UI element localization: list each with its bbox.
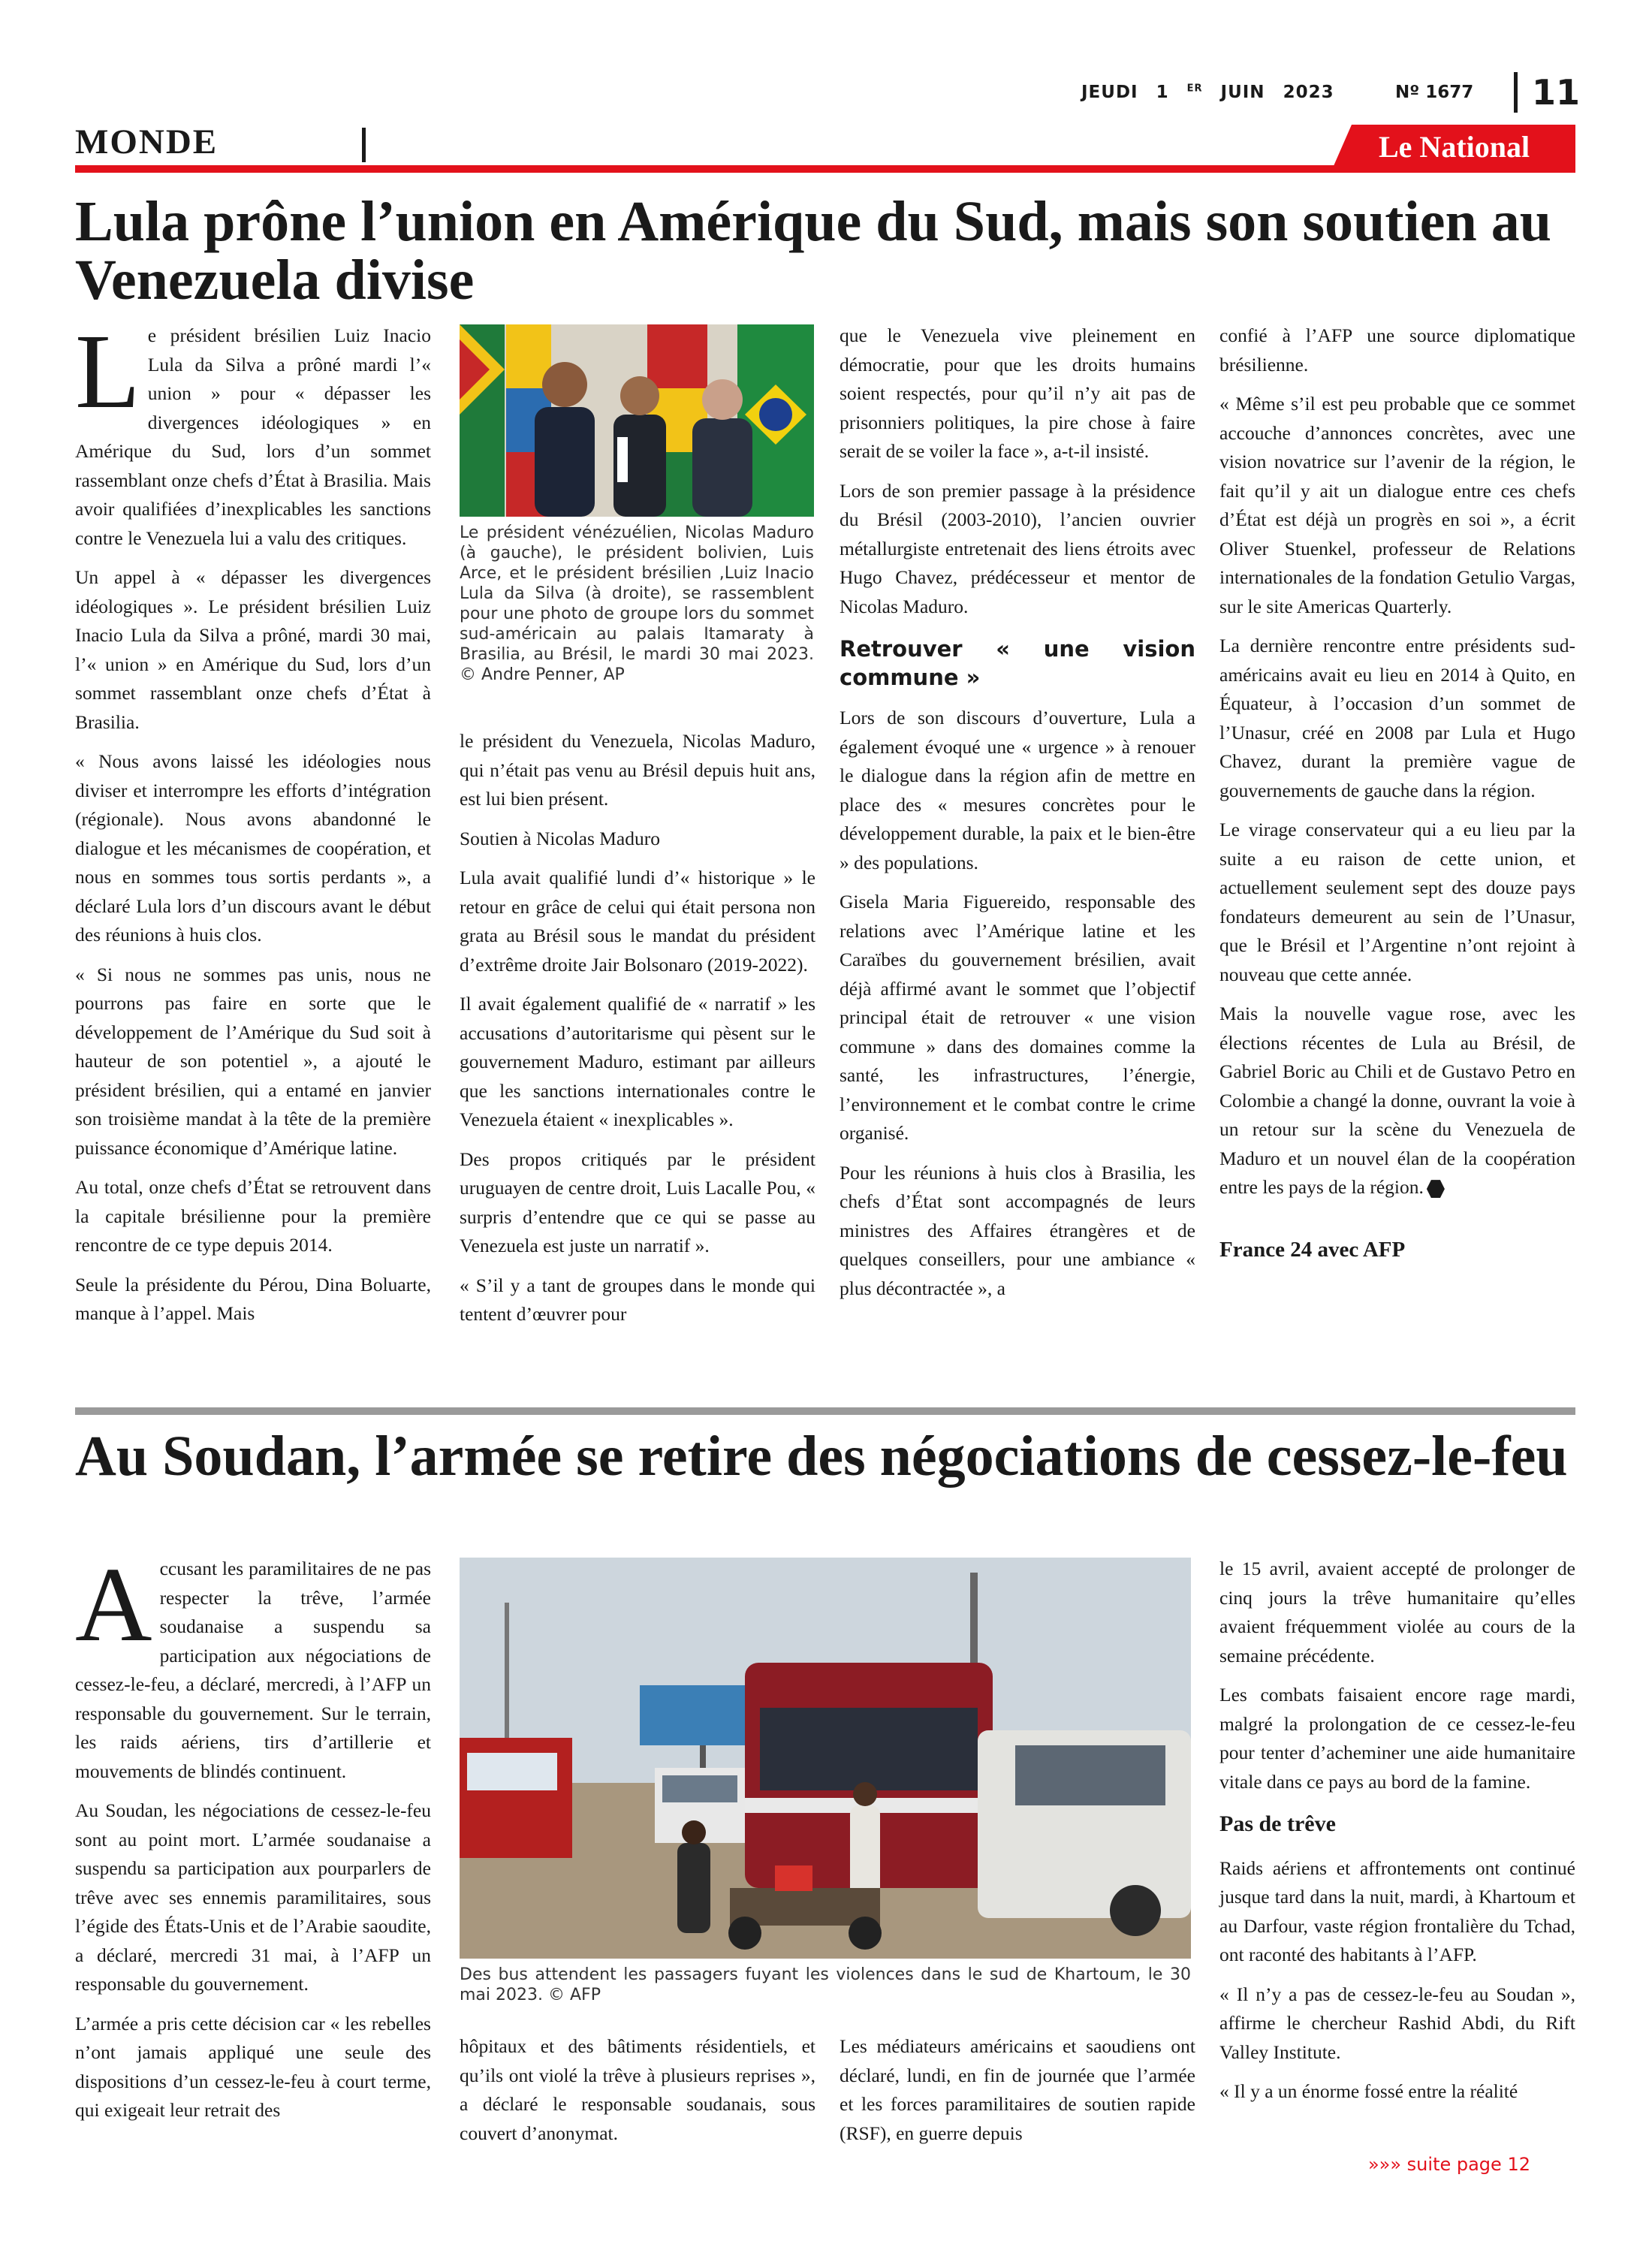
end-of-article-icon [1427,1180,1445,1198]
paragraph: Soutien à Nicolas Maduro [460,827,660,849]
paragraph: Lors de son discours d’ouverture, Lula a également évoqué une « urgence » à renouer le dialogue dans la région afin de mettre en place des « mesures concrètes pour le développement durable, la paix et le bien-être » des populations. [840,707,1195,873]
paragraph: Il avait également qualifié de « narratif » les accusations d’autoritarisme qui pèsent sur le gouvernement Maduro, estimant par ailleurs que les sanctions internationales contre le Venezuela étaient « inexplicables ». [460,993,815,1130]
paragraph: le président du Venezuela, Nicolas Maduro, qui n’était pas venu au Brésil depuis huit ans, est lui bien présent. [460,730,815,810]
article2-column-1 [75,1545,431,2136]
khartoum-photo-caption: Des bus attendent les passagers fuyant les violences dans le sud de Khartoum, le 30 mai 2023. © AFP [460,1965,1191,2004]
summit-photo-illustration [460,324,814,517]
article2-column-2 [460,2032,815,2158]
article2-subheading: Pas de trêve [1219,1811,1336,1836]
khartoum-bus-illustration [460,1558,1191,1959]
article2-column-3 [840,2032,1195,2158]
article1-column-1 [75,312,431,1339]
paragraph: « Il y a un énorme fossé entre la réalité [1219,2080,1518,2102]
paragraph: que le Venezuela vive pleinement en démocratie, pour que les droits humains soient respectés, pour qu’il n’y ait pas de prisonniers politiques, la pire chose à faire serait de se voiler la face », a-t-il insisté. [840,324,1195,462]
article1-headline: Lula prône l’union en Amérique du Sud, mais son soutien au Venezuela divise [75,190,1551,312]
paragraph: L’armée a pris cette décision car « les rebelles n’ont jamais appliqué une seule des dispositions d’un cessez-le-feu à court terme, qui exigeait leur retrait des [75,2012,431,2121]
article1-column-3 [840,321,1195,1313]
article2-drop-cap: A [75,1545,152,1663]
paragraph: Au total, onze chefs d’État se retrouvent dans la capitale brésilienne pour la première rencontre de ce type depuis 2014. [75,1176,431,1256]
section-divider [362,128,366,162]
continued-on-page-link[interactable]: »»» suite page 12 [1368,2154,1530,2175]
paragraph: « Il n’y a pas de cessez-le-feu au Soudan », affirme le chercheur Rashid Abdi, du Rift Valley Institute. [1219,1983,1575,2063]
paragraph: « Nous avons laissé les idéologies nous diviser et interrompre les efforts d’intégration (régionale). Nous avons abandonné le dialogue et les mécanismes de coopération, et nous en sommes tous sortis perdants », a déclaré Lula lors d’un discours avant le début des réunions à huis clos. [75,750,431,946]
article-divider [75,1407,1575,1415]
article2-headline: Au Soudan, l’armée se retire des négociations de cessez-le-feu [75,1425,1568,1488]
paragraph: Les médiateurs américains et saoudiens ont déclaré, lundi, en fin de journée que l’armée et les forces paramilitaires de soutien rapide (RSF), en guerre depuis [840,2035,1195,2144]
article2-column-4 [1219,1555,1575,2117]
article1-column-4 [1219,321,1575,1264]
paragraph-text: Mais la nouvelle vague rose, avec les élections récentes de Lula au Brésil, de Gabriel Boric au Chili et de Gustavo Petro en Colombie a changé la donne, ouvrant la voie à un retour sur la scène du Venezuela de Maduro et un nouvel élan de la coopération entre les pays de la région. [1219,1003,1575,1198]
paragraph: Raids aériens et affrontements ont continué jusque tard dans la nuit, mardi, à Khartoum et au Darfour, vaste région frontalière du Tchad, ont raconté des habitants à l’AFP. [1219,1856,1575,1965]
paragraph: Lors de son premier passage à la présidence du Brésil (2003-2010), l’ancien ouvrier métallurgiste entretenait des liens étroits avec Hugo Chavez, prédécesseur et mentor de Nicolas Maduro. [840,479,1195,617]
paragraph: Des propos critiqués par le président uruguayen de centre droit, Luis Lacalle Pou, « surpris d’entendre que ce qui se passe au Venezuela est juste un narratif ». [460,1148,815,1256]
paragraph: Lula avait qualifié lundi d’« historique » le retour en grâce de celui qui était persona non grata au Brésil sous le mandat du président d’extrême droite Jair Bolsonaro (2019-2022). [460,867,815,976]
article1-drop-cap: L [75,312,140,430]
paragraph: « Si nous ne sommes pas unis, nous ne pourrons pas faire en sorte que le développement de l’Amérique du Sud soit à hauteur de son potentiel », a ajouté le président brésilien, qui a entamé en janvier son troisième mandat à la tête de la première puissance économique d’Amérique latine. [75,963,431,1159]
khartoum-bus-photo [460,1558,1191,1959]
article1-subheading: Retrouver « une vision commune » [840,636,1195,690]
page-number: 11 [1532,72,1581,113]
paragraph: « S’il y a tant de groupes dans le monde qui tentent d’œuvrer pour [460,1274,815,1325]
paragraph: « Même s’il est peu probable que ce sommet accouche d’annonces concrètes, avec une vision novatrice sur l’avenir de la région, le fait qu’il y ait un dialogue entre ces chefs d’État est déjà un progrès en soi », a écrit Oliver Stuenkel, professeur de Relations internationales de la fondation Getulio Vargas, sur le site Americas Quarterly. [1219,393,1575,617]
issue-date: JEUDI 1 $^{ER}$ JUIN 2023 [1081,83,1334,102]
brand-name: Le National [1379,130,1530,164]
summit-photo-caption: Le président vénézuélien, Nicolas Maduro (à gauche), le président bolivien, Luis Arce, et le président brésilien ,Luiz Inacio Lula da Silva (à droite), se rassemblent pour une photo de groupe lors du sommet sud-américain au palais Itamaraty à Brasilia, au Brésil, le mardi 30 mai 2023. © Andre Penner, AP [460,523,814,684]
paragraph: Le virage conservateur qui a eu lieu par la suite a eu raison de cette union, et actuellement seulement sept des douze pays fondateurs demeurent au sein de l’Unasur, que le Brésil et l’Argentine n’ont rejoint à nouveau que cette année. [1219,819,1575,985]
issue-number: Nº 1677 [1395,83,1474,102]
paragraph: Un appel à « dépasser les divergences idéologiques ». Le président brésilien Luiz Inacio Lula da Silva a prôné, mardi 30 mai, l’« union » en Amérique du Sud, lors d’un sommet rassemblant onze chefs d’État à Brasilia. [75,566,431,733]
paragraph: Gisela Maria Figuereido, responsable des relations avec l’Amérique latine et les Caraïbes du gouvernement brésilien, avait déjà affirmé avant le sommet que l’objectif principal était de retrouver « une vision commune » dans des domaines comme la santé, les infrastructures, l’énergie, l’environnement et le combat contre le crime organisé. [840,891,1195,1144]
paragraph: confié à l’AFP une source diplomatique brésilienne. [1219,324,1575,376]
page-number-divider [1514,72,1518,113]
paragraph: La dernière rencontre entre présidents sud-américains avait eu lieu en 2014 à Quito, en Équateur, à l’occasion d’un sommet de l’Unasur, créé en 2008 par Lula et Hugo Chavez, durant la première vague de gouvernements de gauche dans la région. [1219,635,1575,801]
paragraph [1219,1000,1575,1202]
paragraph: Pour les réunions à huis clos à Brasilia, les chefs d’État sont accompagnés de leurs ministres des Affaires étrangères et de quelques conseillers, pour une ambiance « plus décontractée », a [840,1161,1195,1299]
paragraph: ccusant les paramilitaires de ne pas respecter la trêve, l’armée soudanaise a suspendu sa participation aux négociations de cessez-le-feu, a déclaré, mercredi, à l’AFP un responsable du gouvernement. Sur le terrain, les raids aériens, tirs d’artillerie et mouvements de blindés continuent. [75,1558,431,1782]
paragraph: Seule la présidente du Pérou, Dina Boluarte, manque à l’appel. Mais [75,1273,431,1324]
paragraph: Les combats faisaient encore rage mardi, malgré la prolongation de ce cessez-le-feu pour tenter d’acheminer une aide humanitaire vitale dans ce pays au bord de la famine. [1219,1684,1575,1793]
article1-credit: France 24 avec AFP [1219,1237,1406,1262]
paragraph: e président brésilien Luiz Inacio Lula da Silva a prôné mardi l’« union » pour « dépasser les divergences idéologiques » en Amérique du Sud, lors d’un sommet rassemblant onze chefs d’État à Brasilia. Mais avoir qualifiées d’inexplicables les sanctions contre le Venezuela lui a valu des critiques. [75,324,431,549]
paragraph: hôpitaux et des bâtiments résidentiels, et qu’ils ont violé la trêve à plusieurs reprises », a déclaré le responsable soudanais, sous couvert d’anonymat. [460,2035,815,2144]
article1-column-2 [460,727,815,1340]
paragraph: le 15 avril, avaient accepté de prolonger de cinq jours la trêve humanitaire qu’elles avaient fréquemment violée au cours de la semaine précédente. [1219,1558,1575,1666]
summit-photo [460,324,814,517]
paragraph: Au Soudan, les négociations de cessez-le-feu sont au point mort. L’armée soudanaise a suspendu sa participation aux pourparlers de trêve avec ses ennemis paramilitaires, sous l’égide des États-Unis et de l’Arabie saoudite, a déclaré, mercredi 31 mai, à l’AFP un responsable du gouvernement. [75,1799,431,1995]
section-title: MONDE [75,122,219,161]
